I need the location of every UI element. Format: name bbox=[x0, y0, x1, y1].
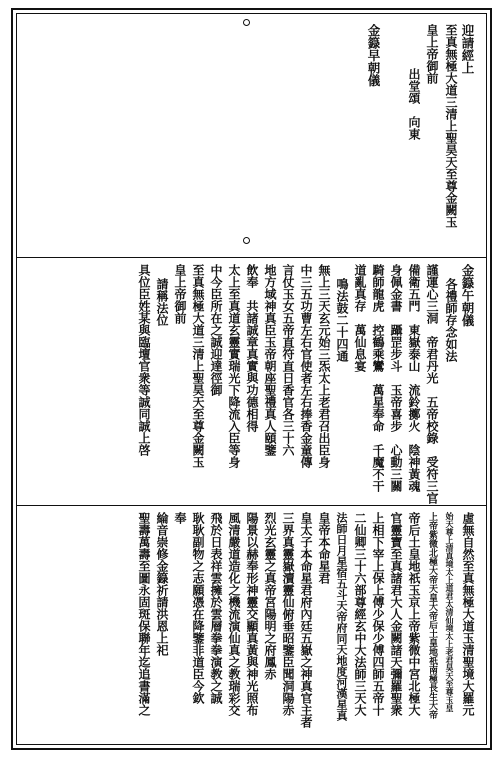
bottom-line-8: 法師日月星宿五斗天帝府同天地度河漢星真 bbox=[335, 512, 348, 721]
middle-line-19: 具位臣姓某與臨壇官衆等誠同誠上啓 bbox=[137, 264, 151, 456]
bottom-line-7: 二仙卿三十六部尊經玄中大法師三天大 bbox=[353, 512, 367, 716]
top-line-4: 出堂頌 向東 bbox=[407, 68, 421, 140]
top-line-5: 金籙早朝儀 bbox=[366, 24, 381, 87]
middle-line-4: 備衛五門 東嶽泰山 流鈴擲火 陰神黃魂 bbox=[407, 264, 421, 492]
bottom-line-11: 三界真靈嶽瀆靈仙俯垂昭鑒臣聞洞陽赤 bbox=[281, 512, 295, 716]
bottom-line-3: 上帝紫微北極大帝天皇大帝后土皇地祇南極長生大帝 bbox=[427, 512, 437, 719]
middle-line-11: 言仗玉女五帝直符直日香官各三十六 bbox=[281, 264, 295, 456]
bottom-line-18: 綸音崇修金籙祈請洪恩上祀 bbox=[155, 512, 169, 656]
middle-line-15: 中今臣所在之誠迎達徑御 bbox=[209, 264, 223, 396]
bottom-line-15: 飛於日表祥雲擁於雲層拳拳演教之誠 bbox=[209, 512, 223, 704]
bottom-line-6: 上相下宰上保上傅少保少傅四師五帝十 bbox=[371, 512, 385, 716]
binding-hole-top bbox=[243, 19, 250, 26]
bottom-line-10: 皇太子本命星君府內廷五嶽之神真官主者 bbox=[299, 512, 313, 728]
binding-hole-bottom bbox=[243, 237, 250, 244]
bottom-line-9: 皇帝本命星君 bbox=[317, 512, 331, 584]
middle-line-18: 請稱法位 bbox=[155, 278, 169, 326]
middle-line-5: 身佩金書 躡罡步斗 玉帝喜步 心動三關 bbox=[389, 264, 403, 492]
bottom-line-4: 帝后土皇地祇玉京上帝紫微中宮北極大 bbox=[407, 512, 421, 716]
bottom-line-17: 奉 bbox=[173, 512, 187, 524]
panel-divider-lower bbox=[16, 505, 487, 506]
bottom-line-5: 官靈寶至真諸君大人金闕諸天彌羅聖衆 bbox=[389, 512, 403, 716]
bottom-line-19: 聖壽萬壽至圖永固斑保聯年迄追書滿之 bbox=[137, 512, 151, 716]
middle-line-8: 鳴法鼓二十四通 bbox=[335, 278, 349, 362]
bottom-line-12: 烈光玄靈之真帝宮陽明之府鳳赤 bbox=[263, 512, 277, 680]
middle-line-10: 中三五功曹左右官使者左右捧香金童傳 bbox=[299, 264, 313, 468]
middle-heading: 金籙午朝儀 bbox=[460, 264, 475, 327]
panel-divider-upper bbox=[16, 257, 487, 258]
bottom-line-16: 耿耿副物之志願憑在降鑒非道臣今欽 bbox=[191, 512, 205, 704]
middle-line-9: 無上三天玄元始三炁太上老君召出臣身 bbox=[317, 264, 331, 468]
middle-line-17: 皇上帝御前 bbox=[173, 264, 187, 324]
top-line-2: 至真無極大道三清上聖昊天至尊金闕玉 bbox=[444, 24, 458, 228]
top-line-3: 皇上帝御前 bbox=[425, 24, 439, 84]
middle-line-14: 太上至真道玄靈實瑞光下降流入臣等身 bbox=[227, 264, 241, 468]
bottom-line-2: 始天尊上清真境太上道君太清仙境太上老君昊天至尊玉皇 bbox=[445, 512, 455, 712]
middle-line-7: 道亂真存 萬仙息宴 bbox=[353, 264, 367, 372]
middle-line-12: 地方域神真臣玉帝朝座聖禮真人頤鑒 bbox=[263, 264, 277, 456]
middle-line-3: 謹運心三洞 帝君丹光 五帝校錄 受符三官 bbox=[425, 264, 439, 504]
bottom-line-1: 虛無自然至真無極大道玉清聖境大羅元 bbox=[461, 512, 475, 716]
bottom-line-14: 風清嚴道造化之機流演仙真之教瑞彩交 bbox=[227, 512, 241, 716]
bottom-line-13: 陽景以赫奉形神靈交顯真黃與神光照布 bbox=[245, 512, 259, 716]
middle-line-6: 騎師龍虎 控鶴乘鸞 萬星奉命 千魔不干 bbox=[371, 264, 385, 492]
middle-line-16: 至真無極大道三清上聖昊天至尊金闕玉 bbox=[191, 264, 205, 468]
top-heading: 迎請經上 bbox=[460, 24, 475, 74]
middle-line-13: 飲奉 共諸誠章真實與功德相得 bbox=[245, 264, 259, 432]
middle-line-2: 各禮師存念如法 bbox=[444, 278, 458, 362]
